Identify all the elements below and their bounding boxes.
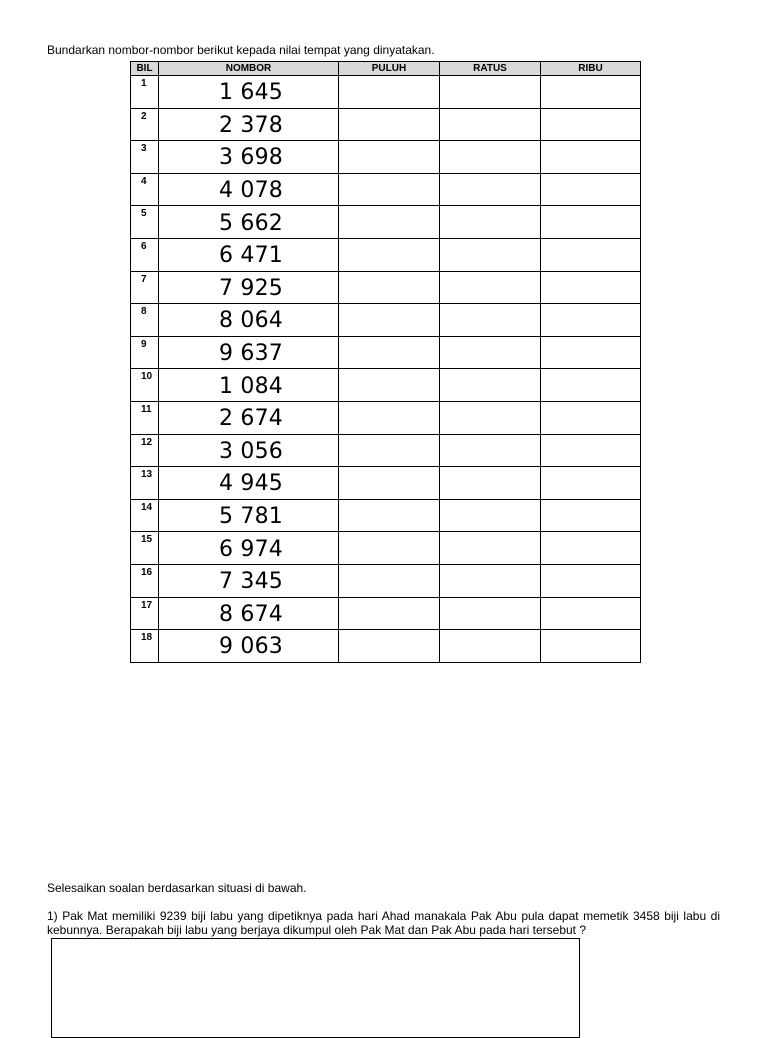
answer-cell-puluh[interactable]: [339, 271, 440, 304]
row-bil: 13: [131, 467, 159, 500]
answer-cell-puluh[interactable]: [339, 206, 440, 239]
table-row: [131, 467, 641, 500]
header-bil: BIL: [131, 62, 159, 76]
answer-cell-ribu[interactable]: [541, 108, 641, 141]
table-row: [131, 336, 641, 369]
answer-cell-ratus[interactable]: [440, 336, 541, 369]
answer-cell-ratus[interactable]: [440, 597, 541, 630]
answer-cell-ribu[interactable]: [541, 499, 641, 532]
answer-cell-ribu[interactable]: [541, 434, 641, 467]
row-nombor: 4 945: [159, 467, 339, 500]
answer-cell-ribu[interactable]: [541, 76, 641, 109]
answer-cell-puluh[interactable]: [339, 499, 440, 532]
answer-cell-ratus[interactable]: [440, 564, 541, 597]
table-row: [131, 401, 641, 434]
answer-cell-ratus[interactable]: [440, 304, 541, 337]
answer-cell-puluh[interactable]: [339, 532, 440, 565]
header-puluh: PULUH: [339, 62, 440, 76]
row-nombor: 3 056: [159, 434, 339, 467]
situasi-instruction: Selesaikan soalan berdasarkan situasi di bawah.: [47, 881, 307, 895]
answer-cell-puluh[interactable]: [339, 238, 440, 271]
answer-cell-puluh[interactable]: [339, 108, 440, 141]
answer-cell-ribu[interactable]: [541, 564, 641, 597]
row-bil: 12: [131, 434, 159, 467]
answer-cell-puluh[interactable]: [339, 304, 440, 337]
answer-cell-ratus[interactable]: [440, 206, 541, 239]
table-row: [131, 271, 641, 304]
table-row: [131, 141, 641, 174]
answer-cell-ribu[interactable]: [541, 238, 641, 271]
row-bil: 3: [131, 141, 159, 174]
row-bil: 11: [131, 401, 159, 434]
answer-cell-puluh[interactable]: [339, 336, 440, 369]
answer-cell-ratus[interactable]: [440, 499, 541, 532]
answer-cell-ribu[interactable]: [541, 369, 641, 402]
row-bil: 7: [131, 271, 159, 304]
answer-cell-puluh[interactable]: [339, 434, 440, 467]
table-row: [131, 597, 641, 630]
row-nombor: 9 637: [159, 336, 339, 369]
answer-cell-puluh[interactable]: [339, 564, 440, 597]
table-row: [131, 206, 641, 239]
row-bil: 2: [131, 108, 159, 141]
answer-cell-ribu[interactable]: [541, 141, 641, 174]
question-1-text: 1) Pak Mat memiliki 9239 biji labu yang dipetiknya pada hari Ahad manakala Pak Abu pula dapat memetik 3458 biji labu di kebunnya. Berapakah biji labu yang berjaya dikumpul oleh Pak Mat dan Pak Abu pada hari tersebut ?: [47, 909, 720, 937]
answer-cell-puluh[interactable]: [339, 173, 440, 206]
row-nombor: 6 974: [159, 532, 339, 565]
row-nombor: 9 063: [159, 630, 339, 663]
table-row: [131, 369, 641, 402]
header-ratus: RATUS: [440, 62, 541, 76]
answer-cell-ratus[interactable]: [440, 271, 541, 304]
answer-cell-ribu[interactable]: [541, 597, 641, 630]
answer-cell-ratus[interactable]: [440, 173, 541, 206]
row-bil: 16: [131, 564, 159, 597]
table-row: [131, 434, 641, 467]
table-row: [131, 238, 641, 271]
answer-cell-ratus[interactable]: [440, 141, 541, 174]
row-bil: 10: [131, 369, 159, 402]
table-body: [131, 76, 641, 663]
answer-cell-ribu[interactable]: [541, 206, 641, 239]
row-bil: 1: [131, 76, 159, 109]
answer-cell-ratus[interactable]: [440, 630, 541, 663]
row-bil: 8: [131, 304, 159, 337]
row-nombor: 4 078: [159, 173, 339, 206]
row-bil: 15: [131, 532, 159, 565]
answer-cell-ribu[interactable]: [541, 173, 641, 206]
table-row: [131, 304, 641, 337]
row-nombor: 2 378: [159, 108, 339, 141]
table-row: [131, 532, 641, 565]
row-nombor: 1 645: [159, 76, 339, 109]
row-nombor: 3 698: [159, 141, 339, 174]
answer-cell-ratus[interactable]: [440, 401, 541, 434]
row-bil: 6: [131, 238, 159, 271]
answer-cell-ratus[interactable]: [440, 434, 541, 467]
answer-cell-puluh[interactable]: [339, 369, 440, 402]
answer-cell-ratus[interactable]: [440, 76, 541, 109]
answer-cell-ratus[interactable]: [440, 108, 541, 141]
answer-cell-ribu[interactable]: [541, 271, 641, 304]
row-bil: 4: [131, 173, 159, 206]
table-row: [131, 108, 641, 141]
row-nombor: 2 674: [159, 401, 339, 434]
answer-cell-ribu[interactable]: [541, 304, 641, 337]
row-nombor: 1 084: [159, 369, 339, 402]
row-bil: 5: [131, 206, 159, 239]
row-bil: 14: [131, 499, 159, 532]
table-header-row: [131, 62, 641, 76]
answer-cell-puluh[interactable]: [339, 467, 440, 500]
table-row: [131, 76, 641, 109]
answer-cell-ratus[interactable]: [440, 532, 541, 565]
answer-cell-ratus[interactable]: [440, 467, 541, 500]
header-ribu: RIBU: [541, 62, 641, 76]
answer-cell-ribu[interactable]: [541, 532, 641, 565]
answer-box[interactable]: [51, 938, 580, 1038]
table-row: [131, 564, 641, 597]
row-nombor: 6 471: [159, 238, 339, 271]
rounding-table: [130, 61, 641, 663]
row-bil: 18: [131, 630, 159, 663]
row-bil: 9: [131, 336, 159, 369]
answer-cell-ribu[interactable]: [541, 336, 641, 369]
answer-cell-puluh[interactable]: [339, 630, 440, 663]
answer-cell-puluh[interactable]: [339, 76, 440, 109]
answer-cell-ribu[interactable]: [541, 630, 641, 663]
answer-cell-ribu[interactable]: [541, 467, 641, 500]
table-row: [131, 499, 641, 532]
answer-cell-puluh[interactable]: [339, 141, 440, 174]
row-nombor: 8 064: [159, 304, 339, 337]
answer-cell-ratus[interactable]: [440, 369, 541, 402]
answer-cell-ratus[interactable]: [440, 238, 541, 271]
row-nombor: 7 345: [159, 564, 339, 597]
table-row: [131, 630, 641, 663]
row-nombor: 8 674: [159, 597, 339, 630]
answer-cell-puluh[interactable]: [339, 401, 440, 434]
instruction-text: Bundarkan nombor-nombor berikut kepada nilai tempat yang dinyatakan.: [47, 43, 435, 57]
answer-cell-ribu[interactable]: [541, 401, 641, 434]
header-nombor: NOMBOR: [159, 62, 339, 76]
answer-cell-puluh[interactable]: [339, 597, 440, 630]
row-nombor: 7 925: [159, 271, 339, 304]
table-row: [131, 173, 641, 206]
row-bil: 17: [131, 597, 159, 630]
row-nombor: 5 781: [159, 499, 339, 532]
row-nombor: 5 662: [159, 206, 339, 239]
